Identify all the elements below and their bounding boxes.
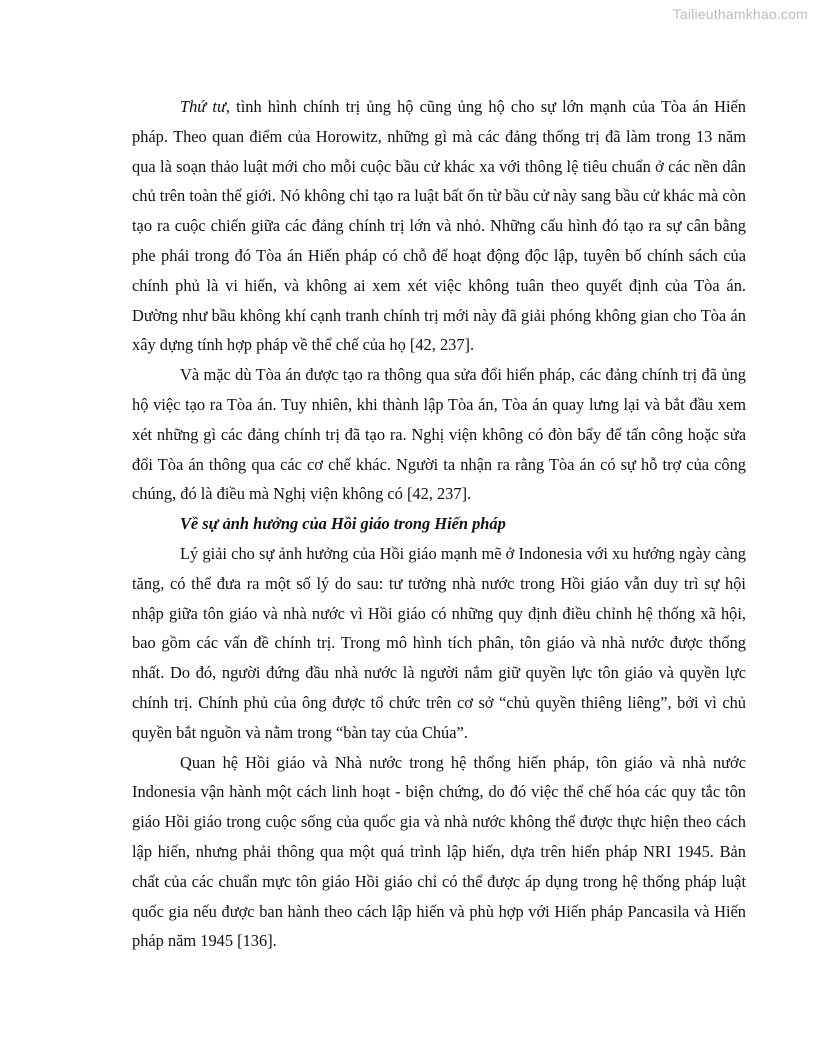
watermark: Tailieuthamkhao.com xyxy=(672,6,808,22)
section-heading: Về sự ảnh hưởng của Hồi giáo trong Hiến pháp xyxy=(180,514,506,534)
paragraph-court-creation: Và mặc dù Tòa án được tạo ra thông qua sửa đổi hiến pháp, các đảng chính trị đã ủng hộ việc tạo ra Tòa án. Tuy nhiên, khi thành lập Tòa án, Tòa án quay lưng lại và bắt đầu xem xét những gì các đảng chính trị đã tạo ra. Nghị viện không có đòn bẩy để tấn công hoặc sửa đổi Tòa án thông qua các cơ chế khác. Người ta nhận ra rằng Tòa án có sự hỗ trợ của công chúng, đó là điều mà Nghị viện không có [42, 237]. xyxy=(132,365,746,504)
paragraph-islam-state-relation: Quan hệ Hồi giáo và Nhà nước trong hệ thống hiến pháp, tôn giáo và nhà nước Indonesia vận hành một cách linh hoạt - biện chứng, do đó việc thể chế hóa các quy tắc tôn giáo Hồi giáo trong cuộc sống của quốc gia và nhà nước không thể được thực hiện theo cách lập hiến, nhưng phải thông qua một quá trình lập hiến, dựa trên hiến pháp NRI 1945. Bản chất của các chuẩn mực tôn giáo Hồi giáo chỉ có thể được áp dụng trong hệ thống pháp luật quốc gia nếu được ban hành theo cách lập hiến và phù hợp với Hiến pháp Pancasila và Hiến pháp năm 1945 [136]. xyxy=(132,752,746,951)
paragraph-text: , tình hình chính trị ủng hộ cũng ủng hộ cho sự lớn mạnh của Tòa án Hiến pháp. Theo quan điểm của Horowitz, những gì mà các đảng thống trị đã làm trong 13 năm qua là soạn thảo luật mới cho mỗi cuộc bầu cử khác xa với thông lệ tiêu chuẩn ở các nền dân chủ trên toàn thế giới. Nó không chỉ tạo ra luật bất ổn từ bầu cử này sang bầu cử khác mà còn tạo ra cuộc chiến giữa các đảng chính trị lớn và nhỏ. Những cấu hình đó tạo ra sự cân bằng phe phái trong đó Tòa án Hiến pháp có chỗ để hoạt động độc lập, tuyên bố chính sách của chính phủ là vi hiến, và không ai xem xét việc không tuân theo quyết định của Tòa án. Dường như bầu không khí cạnh tranh chính trị mới này đã giải phóng không gian cho Tòa án xây dựng tính hợp pháp về thể chế của họ [42, 237]. xyxy=(132,97,747,355)
document-body xyxy=(132,92,746,956)
paragraph-islam-influence: Lý giải cho sự ảnh hưởng của Hồi giáo mạnh mẽ ở Indonesia với xu hướng ngày càng tăng, có thể đưa ra một số lý do sau: tư tưởng nhà nước trong Hồi giáo vẫn duy trì sự hội nhập giữa tôn giáo và nhà nước vì Hồi giáo có những quy định điều chỉnh hệ thống xã hội, bao gồm các vấn đề chính trị. Trong mô hình tích phân, tôn giáo và nhà nước được thống nhất. Do đó, người đứng đầu nhà nước là người nắm giữ quyền lực tôn giáo và quyền lực chính trị. Chính phủ của ông được tổ chức trên cơ sở “chủ quyền thiêng liêng”, bởi vì chủ quyền bắt nguồn và nằm trong “bàn tay của Chúa”. xyxy=(132,543,746,742)
paragraph-lead: Thứ tư xyxy=(180,97,226,116)
paragraph-political-support xyxy=(132,92,746,360)
